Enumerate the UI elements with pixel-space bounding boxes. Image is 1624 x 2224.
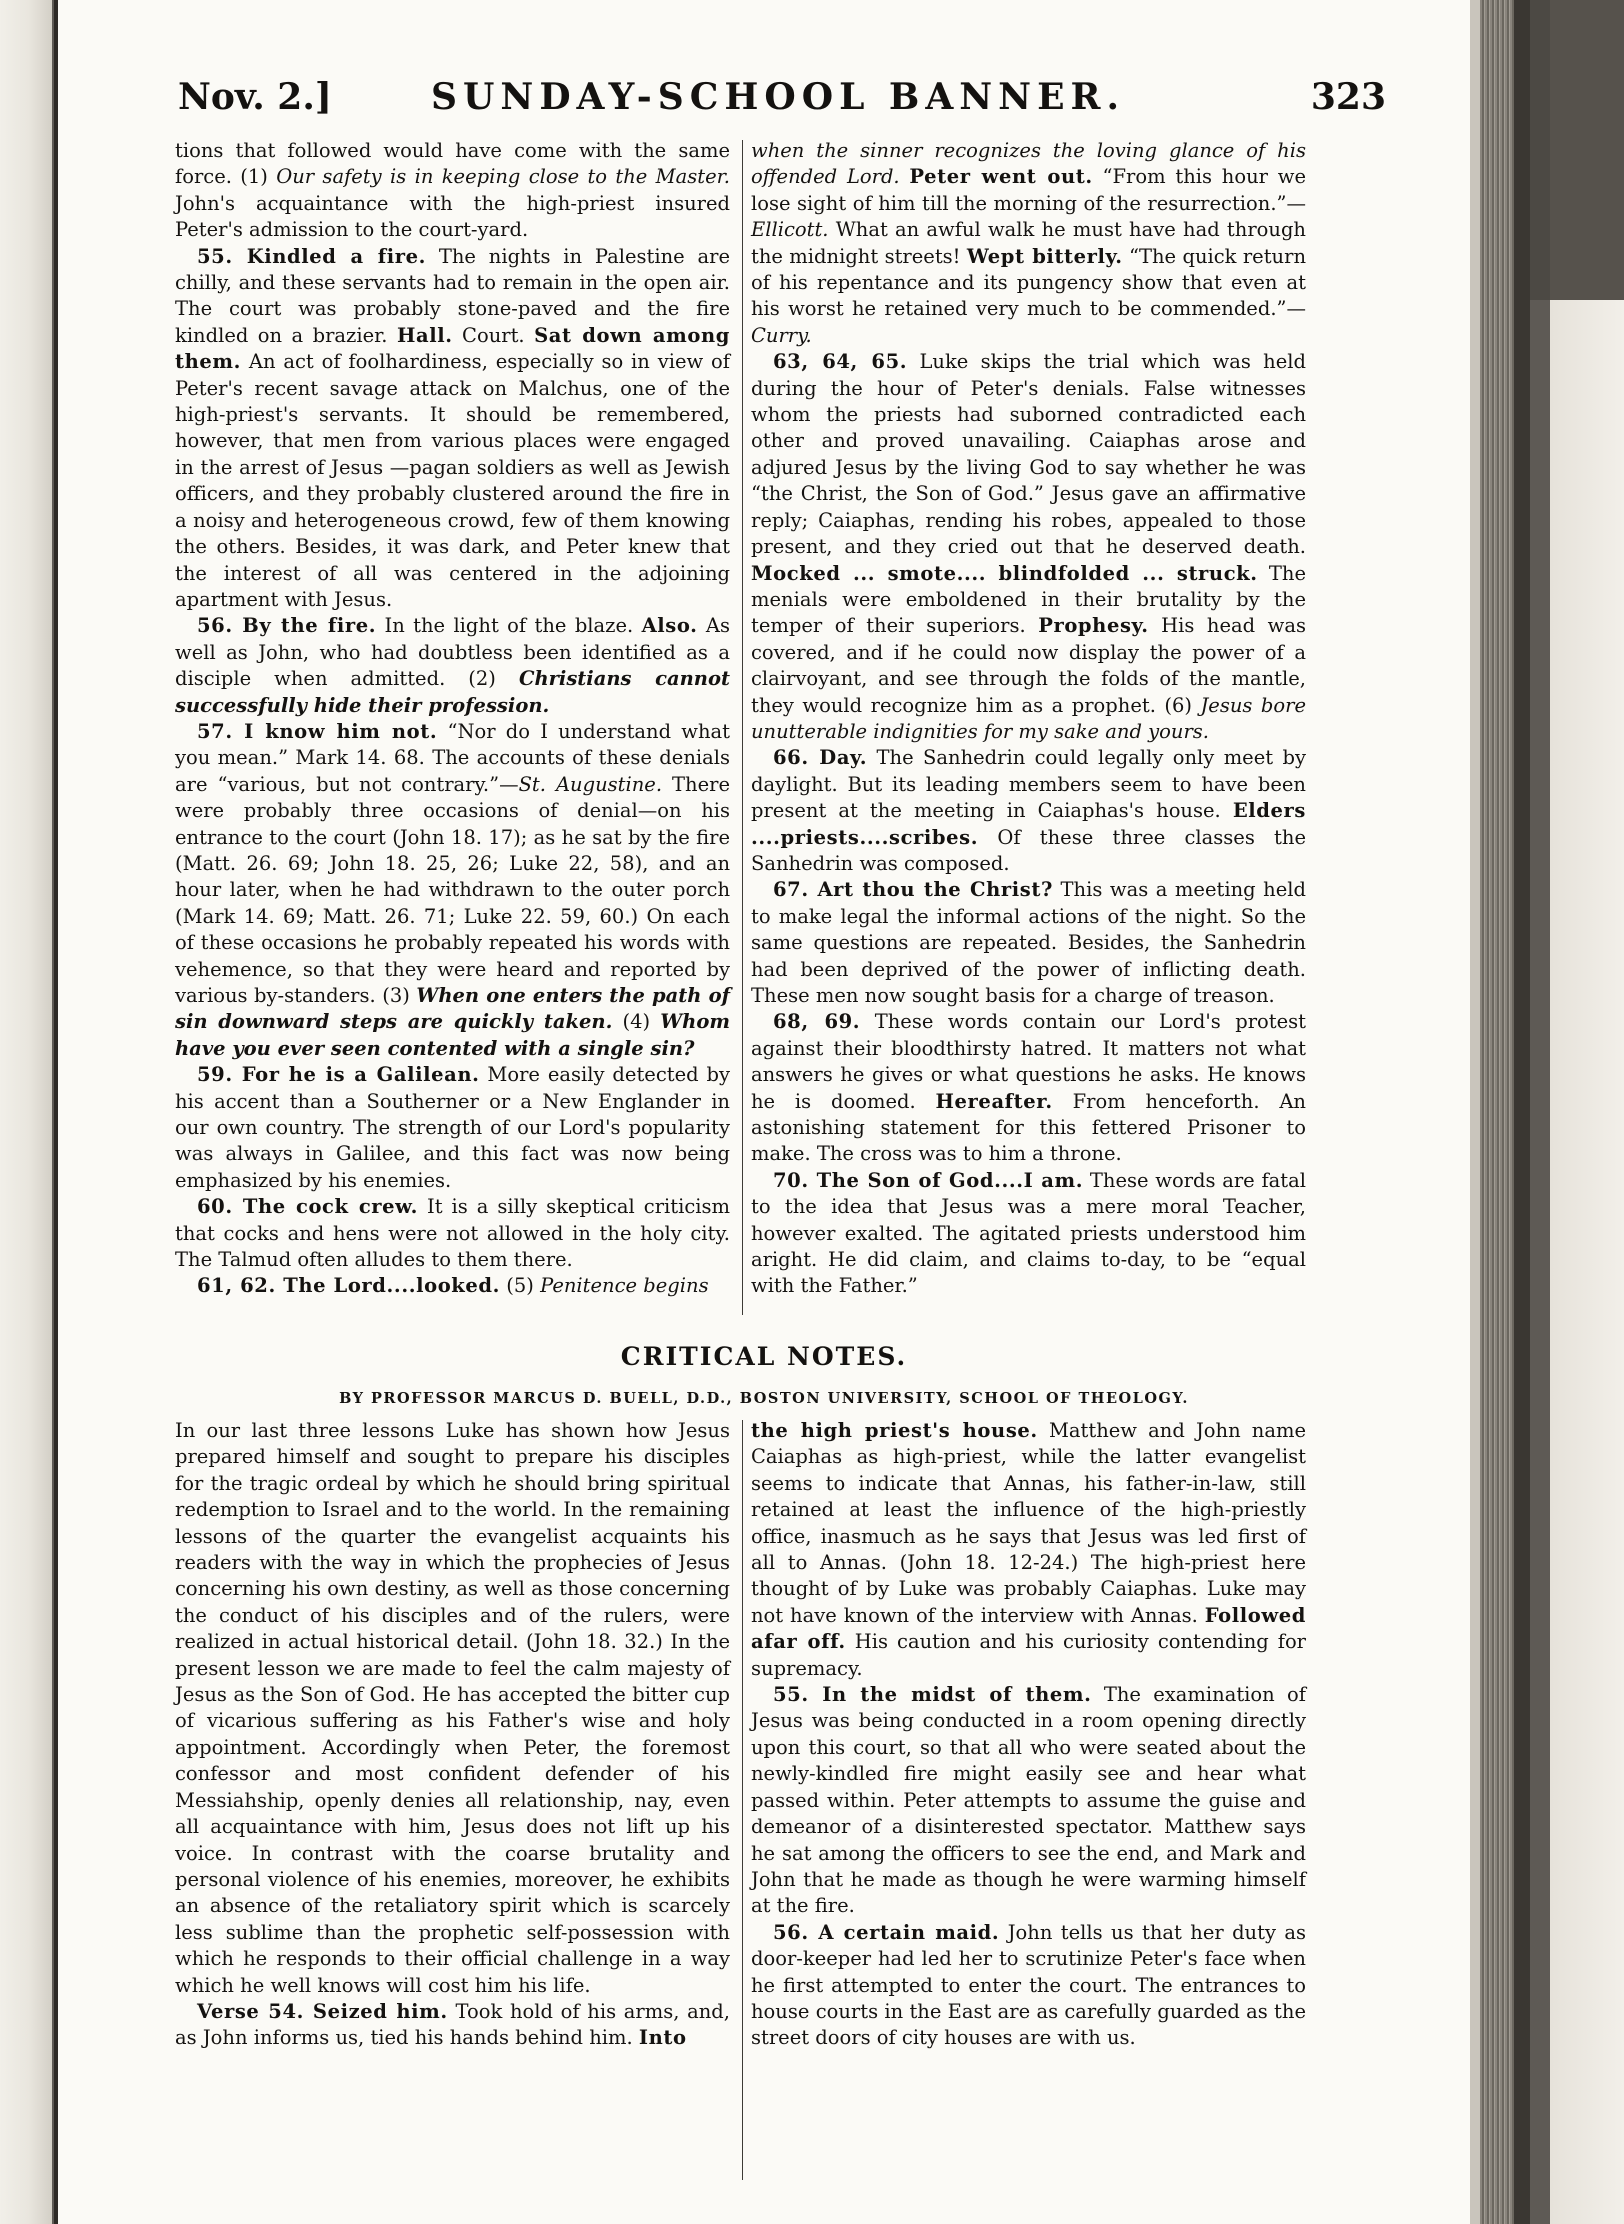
- emphasis: Christians cannot successfully hide their profession.: [175, 667, 730, 717]
- paragraph: [751, 349, 1306, 745]
- text: Court.: [452, 323, 535, 347]
- text: “From this hour we lose sight of him till the morning of the resurrection.”—: [751, 165, 1306, 215]
- column-rule: [742, 1420, 743, 2180]
- text: Luke skips the trial which was held during the hour of Peter's denials. False witnesses whom the priests had suborned contradicted each other and proved unavailing. Caiaphas arose and adjured Jesus by the living God to say whether he was “the Christ, the Son of God.” Jesus gave an affirmative reply; Caiaphas, rending his robes, appealed to those present, and they cried out that he deserved death.: [751, 350, 1307, 559]
- verse-heading: 57. I know him not.: [197, 719, 438, 743]
- page-edge: [1470, 0, 1480, 2224]
- verse-heading: 56. By the fire.: [197, 614, 377, 638]
- emphasis: When one enters the path of sin downward steps are quickly taken.: [175, 984, 731, 1034]
- text: There were probably three occasions of denial—on his entrance to the court (John 18. 17); as he sat by the fire (Matt. 26. 69; John 18. 25, 26; Luke 22, 58), and an hour later, when he had withdrawn to the outer porch (Mark 14. 69; Matt. 26. 71; Luke 22. 59, 60.) On each of these occasions he probably repeated his words with vehemence, so that they were heard and reported by various by-standers. (3): [175, 772, 730, 1007]
- emphasis: Jesus bore unutterable indignities for my sake and yours.: [751, 693, 1306, 743]
- verse-heading: Wept bitterly.: [966, 244, 1123, 268]
- verse-heading: 63, 64, 65.: [773, 350, 908, 374]
- verse-heading: 61, 62. The Lord....looked.: [197, 1274, 501, 1298]
- background-shadow: [1530, 0, 1550, 300]
- emphasis: Curry.: [751, 323, 812, 347]
- paragraph: [751, 877, 1306, 1009]
- text: It is a silly skeptical criticism that cocks and hens were not allowed in the holy city. The Talmud often alludes to them there.: [175, 1195, 730, 1272]
- verse-heading: the high priest's house.: [751, 1419, 1038, 1442]
- verse-heading: Hereafter.: [935, 1089, 1053, 1113]
- emphasis: Whom have you ever seen contented with a single sin?: [175, 1010, 730, 1060]
- verse-heading: 55. In the midst of them.: [773, 1683, 1092, 1707]
- text: The menials were emboldened in their brutality by the temper of their superiors.: [751, 561, 1306, 638]
- verse-heading: Peter went out.: [909, 165, 1093, 189]
- text: An act of foolhardiness, especially so in view of Peter's recent savage attack on Malchus, one of the high-priest's servants. It should be remembered, however, that men from various places were engaged in the arrest of Jesus —pagan soldiers as well as Jewish officers, and they probably clustered around the fire in a noisy and heterogeneous crowd, few of them knowing the others. Besides, it was dark, and Peter knew that the interest of all was centered in the adjoining apartment with Jesus.: [175, 350, 730, 611]
- paragraph: [751, 1009, 1306, 1167]
- text: Of these three classes the Sanhedrin was composed.: [751, 825, 1306, 875]
- text: [900, 165, 910, 188]
- verse-heading: Prophesy.: [1038, 614, 1149, 638]
- paragraph: In our last three lessons Luke has shown how Jesus prepared himself and sought to prepare his disciples for the tragic ordeal by which he should bring spiritual redemption to Israel and to the world. In the remaining lessons of the quarter the evangelist acquaints his readers with the way in which the prophecies of Jesus concerning his own destiny, as well as those concerning the conduct of his disciples and of the rulers, were realized in actual historical detail. (John 18. 32.) In the present lesson we are made to feel the calm majesty of Jesus as the Son of God. He has accepted the bitter cup of vicarious suffering as his Father's wise and holy appointment. Accordingly when Peter, the foremost confessor and most confident defender of his Messiahship, openly denies all relationship, nay, even all acquaintance with him, Jesus does not lift up his voice. In contrast with the coarse brutality and personal violence of his enemies, moreover, he exhibits an absence of the retaliatory spirit which is scarcely less sublime than the prophetic self-possession with which he responds to their official challenge in a way which he well knows will cost him his life.: [175, 1419, 730, 1997]
- paragraph: [175, 1194, 730, 1273]
- background: [1550, 0, 1624, 300]
- header-date: Nov. 2.]: [178, 76, 332, 118]
- running-header: [178, 72, 1386, 122]
- text: Matthew and John name Caiaphas as high-priest, while the latter evangelist seems to indicate that Annas, his father-in-law, still retained at least the influence of the high-priestly office, inasmuch as he says that Jesus was led first of all to Annas. (John 18. 12-24.) The high-priest here thought of by Luke was probably Caiaphas. Luke may not have known of the interview with Annas.: [751, 1419, 1306, 1627]
- paragraph: [175, 138, 730, 244]
- verse-heading: 70. The Son of God....I am.: [773, 1168, 1084, 1192]
- verse-heading: Mocked ... smote.... blindfolded ... struck.: [751, 561, 1258, 585]
- text: tions that followed would have come with the same force. (1): [175, 139, 730, 189]
- verse-heading: Hall.: [396, 323, 453, 347]
- text: These words are fatal to the idea that Jesus was a mere moral Teacher, however exalted. The agitated priests understood him aright. He did claim, and claims to-day, to be “equal with the Father.”: [751, 1168, 1307, 1298]
- text: The Sanhedrin could legally only meet by daylight. But its leading members seem to have been present at the meeting in Caiaphas's house.: [751, 746, 1306, 823]
- verse-heading: Followed afar off.: [751, 1603, 1306, 1654]
- text: His head was covered, and if he could now display the power of a clairvoyant, and see through the folds of the mantle, they would recognize him as a prophet. (6): [751, 614, 1306, 717]
- verse-heading: 68, 69.: [773, 1010, 861, 1034]
- right-column-bottom: [751, 1418, 1306, 2052]
- text: (4): [612, 1010, 661, 1034]
- text: As well as John, who had doubtless been identified as a disciple when admitted. (2): [175, 614, 730, 691]
- verse-heading: 67. Art thou the Christ?: [773, 878, 1054, 902]
- paragraph: [751, 1682, 1306, 1920]
- verse-heading: Sat down among them.: [175, 323, 730, 374]
- column-rule: [742, 140, 743, 1315]
- text: These words contain our Lord's protest against their bloodthirsty hatred. It matters not what answers he gives or what questions he asks. He knows he is doomed.: [751, 1010, 1307, 1113]
- book-page: [58, 0, 1470, 2224]
- text: In the light of the blaze.: [376, 614, 642, 638]
- emphasis: St. Augustine.: [518, 772, 663, 796]
- paragraph: [751, 1920, 1306, 2052]
- header-title: SUNDAY-SCHOOL BANNER.: [431, 76, 1125, 118]
- emphasis: Our safety is in keeping close to the Master.: [276, 165, 730, 189]
- paragraph: [175, 613, 730, 719]
- paragraph: [175, 1062, 730, 1194]
- text: “Nor do I understand what you mean.” Mark 14. 68. The accounts of these denials are “various, but not contrary.”—: [175, 719, 731, 796]
- verse-heading: 56. A certain maid.: [773, 1920, 1000, 1944]
- text: John's acquaintance with the high-priest insured Peter's admission to the court-yard.: [175, 191, 730, 242]
- emphasis: Penitence begins: [540, 1274, 709, 1298]
- verse-heading: 55. Kindled a fire.: [197, 244, 427, 268]
- text: This was a meeting held to make legal the informal actions of the night. So the same questions are repeated. Besides, the Sanhedrin had been deprived of the power of inflicting death. These men now sought basis for a charge of treason.: [751, 878, 1306, 1007]
- text: The nights in Palestine are chilly, and these servants had to remain in the open air. The court was probably stone-paved and the fire kindled on a brazier.: [175, 244, 730, 347]
- verse-heading: Also.: [641, 614, 698, 638]
- text: Took hold of his arms, and, as John informs us, tied his hands behind him.: [175, 1999, 730, 2050]
- emphasis: Ellicott.: [751, 218, 829, 242]
- right-column-top: [751, 138, 1306, 1300]
- emphasis: when the sinner recognizes the loving glance of his offended Lord.: [751, 139, 1306, 189]
- verse-heading: 60. The cock crew.: [197, 1195, 418, 1219]
- text: What an awful walk he must have had through the midnight streets!: [751, 218, 1306, 268]
- verse-heading: 66. Day.: [773, 746, 868, 770]
- text: The examination of Jesus was being conducted in a room opening directly upon this court, so that all who were seated about the newly-kindled fire might easily see and hear what passed within. Peter attempts to assume the guise and demeanor of a disinterested spectator. Matthew says he sat among the officers to see the end, and Mark and John that he made as though he were warming himself at the fire.: [751, 1683, 1306, 1918]
- verse-heading: Into: [638, 2026, 687, 2050]
- text: “The quick return of his repentance and its pungency show that even at his worst he retained very much to be commended.”—: [751, 244, 1306, 321]
- book-page-stack: [1480, 0, 1514, 2224]
- paragraph: [175, 1999, 730, 2052]
- paragraph: [751, 1418, 1306, 1682]
- facing-page-edge: [0, 0, 52, 2224]
- background-sheet: [1550, 300, 1624, 2224]
- paragraph: [175, 1273, 730, 1299]
- paragraph: [175, 244, 730, 614]
- paragraph: [751, 1168, 1306, 1300]
- left-column-bottom: [175, 1418, 730, 2052]
- text: From henceforth. An astonishing statement for this fettered Prisoner to make. The cross was to him a throne.: [751, 1089, 1306, 1166]
- verse-heading: Elders ....priests....scribes.: [751, 799, 1306, 849]
- page-number: 323: [1310, 76, 1386, 118]
- verse-heading: 59. For he is a Galilean.: [197, 1063, 480, 1087]
- text: John tells us that her duty as door-keeper had led her to scrutinize Peter's face when he first attempted to enter the court. The entrances to house courts in the East are as carefully guarded as the street doors of city houses are with us.: [751, 1920, 1307, 2050]
- text: His caution and his curiosity contending for supremacy.: [751, 1630, 1307, 1680]
- paragraph: [751, 138, 1306, 349]
- section-byline: BY PROFESSOR MARCUS D. BUELL, D.D., BOSTON UNIVERSITY, SCHOOL OF THEOLOGY.: [339, 1390, 1189, 1407]
- book-spine-shadow: [1514, 0, 1530, 2224]
- text: (5): [500, 1274, 541, 1298]
- verse-heading: Verse 54. Seized him.: [197, 1999, 448, 2023]
- left-column-top: [175, 138, 730, 1300]
- paragraph: [175, 719, 730, 1062]
- text: More easily detected by his accent than a Southerner or a New Englander in our own country. The strength of our Lord's popularity was always in Galilee, and this fact was now being emphasized by his enemies.: [175, 1063, 730, 1192]
- paragraph: [751, 745, 1306, 877]
- section-title: CRITICAL NOTES.: [620, 1342, 908, 1371]
